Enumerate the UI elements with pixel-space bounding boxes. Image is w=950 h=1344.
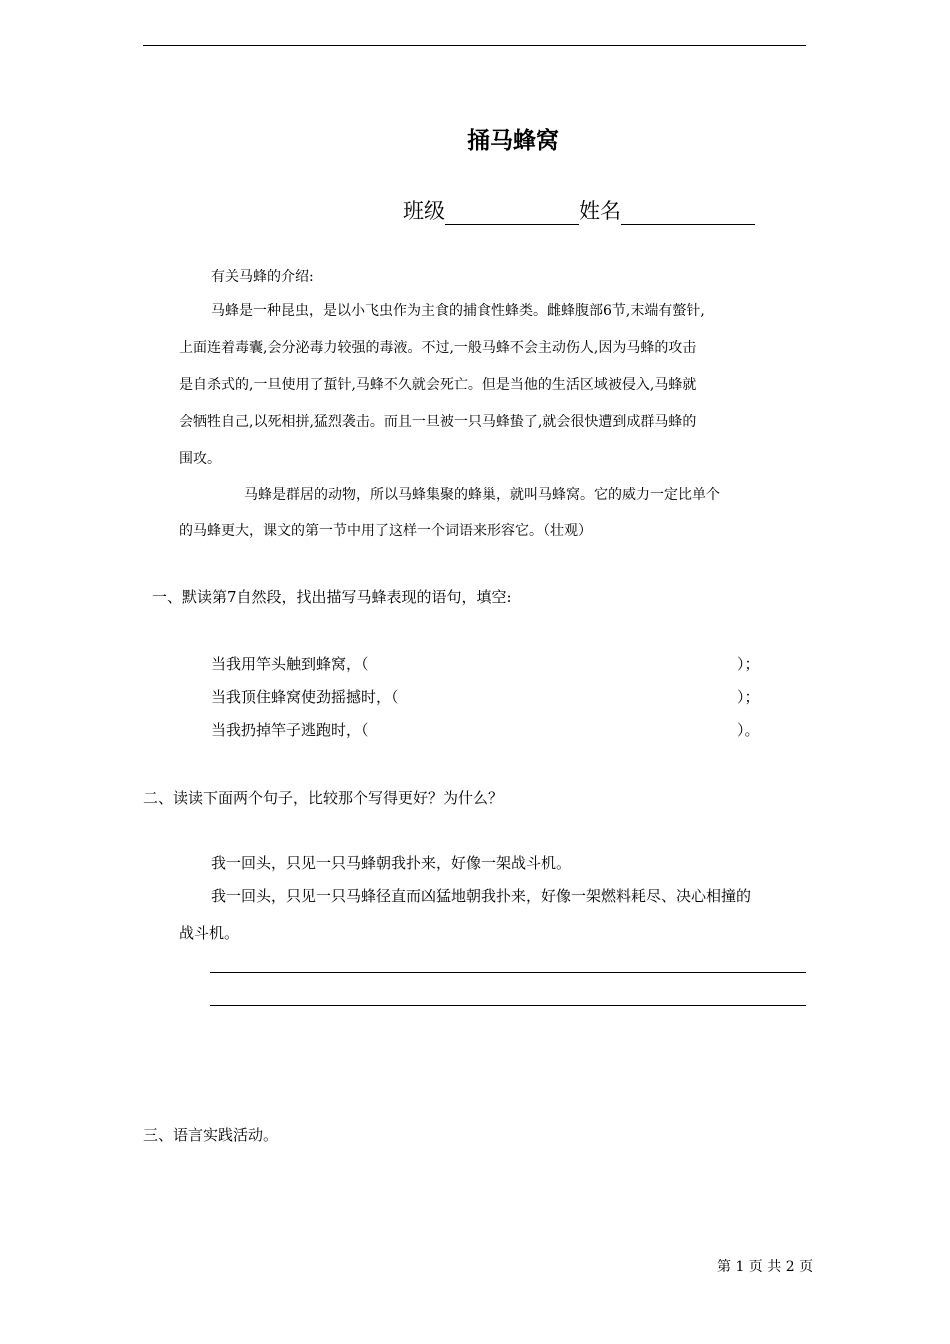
q2-sentence-1: 我一回头，只见一只马蜂朝我扑来，好像一架战斗机。 xyxy=(211,854,572,872)
name-label: 姓名 xyxy=(579,199,621,223)
intro-line: 上面连着毒囊,会分泌毒力较强的毒液。不过,一般马蜂不会主动伤人,因为马蜂的攻击 xyxy=(179,340,697,356)
intro-line: 围攻。 xyxy=(179,451,221,467)
answer-line[interactable] xyxy=(210,972,806,973)
name-blank[interactable] xyxy=(621,202,755,225)
q2-sentence-2-cont: 战斗机。 xyxy=(179,924,240,942)
class-blank[interactable] xyxy=(445,202,579,225)
intro-line: 是自杀式的,一旦使用了蜇针,马蜂不久就会死亡。但是当他的生活区域被侵入,马蜂就 xyxy=(179,377,697,393)
q3-heading: 三、语言实践活动。 xyxy=(143,1126,279,1144)
intro-heading: 有关马蜂的介绍: xyxy=(211,269,314,285)
intro-line: 的马蜂更大，课文的第一节中用了这样一个词语来形容它。（壮观） xyxy=(179,523,592,539)
q1-item-text: 当我用竿头触到蜂窝，（ xyxy=(211,655,369,673)
q1-item-text: 当我扔掉竿子逃跑时，（ xyxy=(211,721,369,739)
page-number: 第 1 页 共 2 页 xyxy=(717,1259,814,1275)
q1-item-text: 当我顶住蜂窝使劲摇撼时，（ xyxy=(211,688,399,706)
q1-heading: 一、默读第7自然段，找出描写马蜂表现的语句，填空: xyxy=(152,588,512,606)
intro-line: 马蜂是一种昆虫，是以小飞虫作为主食的捕食性蜂类。雌蜂腹部6节,末端有螫针, xyxy=(211,303,705,319)
class-label: 班级 xyxy=(403,199,445,223)
class-name-line xyxy=(403,195,755,225)
q1-item-close: ）。 xyxy=(737,721,760,739)
intro-line: 会牺牲自己,以死相拼,猛烈袭击。而且一旦被一只马蜂蛰了,就会很快遭到成群马蜂的 xyxy=(179,414,697,430)
q1-item-close: ）； xyxy=(737,655,760,673)
header-rule xyxy=(143,45,806,46)
answer-line[interactable] xyxy=(210,1005,806,1006)
q2-sentence-2: 我一回头，只见一只马蜂径直而凶猛地朝我扑来，好像一架燃料耗尽、决心相撞的 xyxy=(211,887,752,905)
q1-item-close: ）； xyxy=(737,688,760,706)
q2-heading: 二、读读下面两个句子，比较那个写得更好？为什么？ xyxy=(143,789,504,807)
intro-line: 马蜂是群居的动物，所以马蜂集聚的蜂巢，就叫马蜂窝。它的威力一定比单个 xyxy=(244,487,720,503)
page-title: 捅马蜂窝 xyxy=(467,128,559,154)
